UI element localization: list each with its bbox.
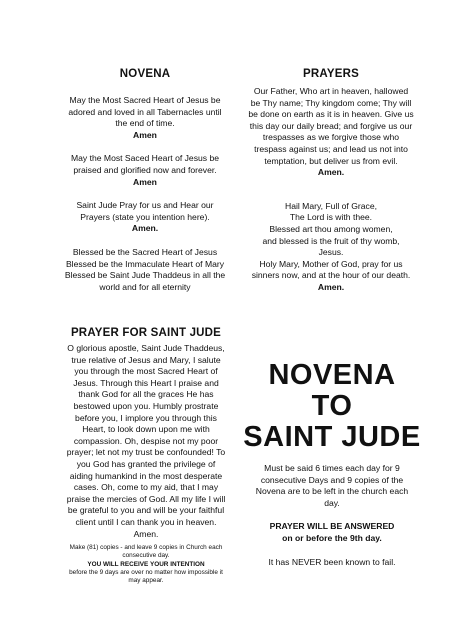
amen-text: Amen. [317,281,345,292]
prayer-line: you through the most Sacred Heart of [74,366,218,377]
our-father-line: trespass against us; and lead us not into [254,143,408,154]
prayer-line: praise the mercies of God. All my life I will [66,493,226,504]
prayer-line: aiding humankind in the most desperate [69,470,223,481]
novena-line: praised and glorified now and forever. [73,164,217,175]
hail-mary-line: The Lord is with thee. [289,212,373,223]
our-father-line: be done on earth as it is in heaven. Give us [248,109,414,120]
prayer-line: you God has granted the privilege of [76,458,216,469]
copies-note: Make (81) copies - and leave 9 copies in Church each [69,544,223,552]
instruction-line: day. [324,497,340,508]
novena-line: world and for all eternity [99,281,191,292]
prayer-line: prayer; let not my trust be confounded! To [66,447,226,458]
prayer-line: true relative of Jesus and Mary, I salute [71,354,221,365]
prayers-section [238,68,424,294]
prayer-line: client until I can thank you in heaven. [75,516,217,527]
novena-line: Blessed be Saint Jude Thaddeus in all the [64,270,226,281]
prayer-line: compassion. Oh, despise not my poor [73,435,219,446]
our-father-line: be Thy name; Thy kingdom come; Thy will [250,97,412,108]
amen-text: Amen [133,176,157,187]
hail-mary-line: Holy Mary, Mother of God, pray for us [259,258,403,269]
novena-line: adored and loved in all Tabernacles until [68,106,222,117]
never-failed-line: It has NEVER been known to fail. [268,556,396,567]
title-line: SAINT JUDE [243,421,421,453]
prayer-line: cases. Oh, come to my aid, that I may [73,482,219,493]
prayer-line: before you, I implore you through this [75,412,217,423]
hail-mary-line: Blessed art thou among women, [269,223,393,234]
novena-section [55,68,235,293]
instruction-line: Novena are to be left in the church each [255,486,409,497]
hail-mary-line: Hail Mary, Full of Grace, [284,200,377,211]
novena-line: Saint Jude Pray for us and Hear our [76,200,214,211]
hail-mary-line: sinners now, and at the hour of our death. [251,270,411,281]
title-section [240,360,424,568]
instruction-line: Must be said 6 times each day for 9 [264,463,400,473]
title-line: NOVENA [268,359,396,391]
title-line: TO [311,390,353,422]
prayer-line: be grateful to you and will be your faithful [67,505,225,516]
prayer-line: O glorious apostle, Saint Jude Thaddeus, [67,343,225,353]
prayer-line: Amen. [133,528,159,539]
prayer-line: Heart, to look down upon me with [82,424,210,435]
answered-line: on or before the 9th day. [282,532,382,543]
copies-note: before the 9 days are over no matter how impossible it [69,568,223,576]
novena-line: the end of time. [115,118,175,129]
prayer-line: Jesus. Through this Heart I praise and [73,377,219,388]
novena-line: Prayers (state you intention here). [80,211,210,222]
prayers-heading: PRAYERS [303,68,359,80]
novena-heading: NOVENA [119,68,171,80]
amen-text: Amen [133,129,157,140]
instruction-line: consecutive Days and 9 copies of the [260,474,404,485]
our-father-line: Our Father, Who art in heaven, hallowed [253,86,409,96]
novena-line: May the Most Saced Heart of Jesus be [70,153,220,164]
copies-note: consecutive day. [122,552,170,560]
copies-note: may appear. [128,576,164,584]
novena-line: Blessed be the Immaculate Heart of Mary [65,258,225,269]
hail-mary-line: Jesus. [318,247,344,258]
hail-mary-line: and blessed is the fruit of thy womb, [262,235,400,246]
saint-jude-prayer-heading: PRAYER FOR SAINT JUDE [70,327,222,339]
answered-line: PRAYER WILL BE ANSWERED [269,521,395,532]
amen-text: Amen. [317,167,345,178]
novena-title [240,360,424,453]
prayer-line: thank God for all the graces He has [78,389,214,400]
amen-text: Amen. [131,223,159,234]
novena-line: May the Most Sacred Heart of Jesus be [69,95,221,105]
our-father-line: this day our daily bread; and forgive us our [249,120,413,131]
saint-jude-prayer-section [48,327,244,585]
our-father-line: trespasses as we forgive those who [262,132,400,143]
prayer-line: bestowed upon you. Humbly prostrate [73,400,219,411]
our-father-line: temptation, but deliver us from evil. [264,155,398,166]
novena-line: Blessed be the Sacred Heart of Jesus [72,246,218,257]
intention-note: YOU WILL RECEIVE YOUR INTENTION [87,560,205,568]
